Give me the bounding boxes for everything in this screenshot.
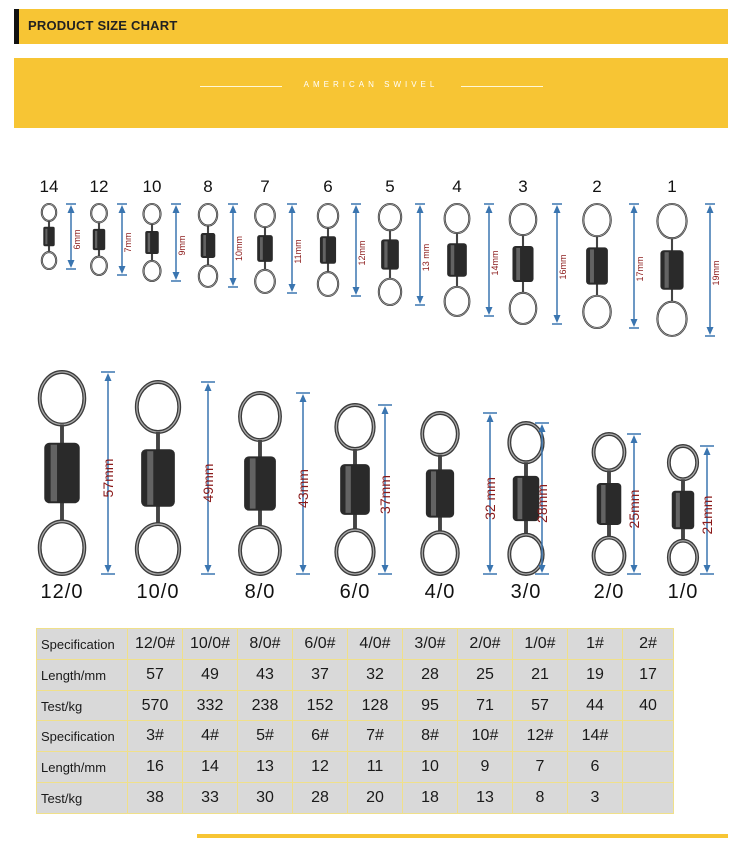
table-cell: 7# <box>348 721 403 752</box>
swivel-large <box>594 434 625 574</box>
table-cell: 9 <box>458 752 513 783</box>
table-cell: 13 <box>458 783 513 814</box>
size-label: 8 <box>203 177 213 196</box>
table-cell: 57 <box>513 691 568 722</box>
table-row <box>37 660 674 691</box>
table-cell: 44 <box>568 691 623 722</box>
table-cell: 25 <box>458 660 513 691</box>
length-label: 57mm <box>100 458 116 498</box>
table-cell: 43 <box>238 660 293 691</box>
table-cell <box>623 721 674 752</box>
table-row <box>37 752 674 783</box>
table-cell: 332 <box>183 691 238 722</box>
length-label: 17mm <box>635 256 645 282</box>
swivel-large <box>336 405 373 574</box>
swivel-small <box>199 204 217 287</box>
table-cell: 14# <box>568 721 623 752</box>
swivel-small <box>42 204 56 269</box>
table-cell: 11 <box>348 752 403 783</box>
spec-table-2 <box>36 720 674 814</box>
table-cell: 21 <box>513 660 568 691</box>
size-label: 7 <box>260 177 270 196</box>
table-cell: 33 <box>183 783 238 814</box>
length-label: 19mm <box>711 260 721 286</box>
swivel-small <box>255 204 275 293</box>
size-label: 6 <box>323 177 333 196</box>
length-label: 9mm <box>177 235 187 256</box>
size-label: 6/0 <box>339 581 371 603</box>
table-cell: 32 <box>348 660 403 691</box>
row-header-cell: Specification <box>37 629 128 660</box>
table-cell: 12# <box>513 721 568 752</box>
length-label: 11mm <box>293 239 303 264</box>
row-header-cell: Test/kg <box>37 783 128 814</box>
size-label: 1 <box>667 177 677 196</box>
size-label: 2/0 <box>593 581 625 603</box>
table-cell: 16 <box>128 752 183 783</box>
table-cell: 30 <box>238 783 293 814</box>
bottom-divider <box>197 834 728 838</box>
length-label: 37mm <box>377 475 393 514</box>
page-title: PRODUCT SIZE CHART <box>28 18 178 33</box>
size-label: 2 <box>592 177 602 196</box>
table-cell: 2# <box>623 629 674 660</box>
row-header-cell: Specification <box>37 721 128 752</box>
table-cell: 40 <box>623 691 674 722</box>
table-cell: 18 <box>403 783 458 814</box>
length-label: 49mm <box>200 463 216 503</box>
length-label: 7mm <box>123 232 133 253</box>
table-cell: 1/0# <box>513 629 568 660</box>
table-cell: 10# <box>458 721 513 752</box>
table-cell: 2/0# <box>458 629 513 660</box>
table-cell: 10/0# <box>183 629 238 660</box>
table-cell: 238 <box>238 691 293 722</box>
swivel-small <box>583 204 610 328</box>
table-row <box>37 691 674 722</box>
table-cell: 28 <box>293 783 348 814</box>
table-cell: 95 <box>403 691 458 722</box>
table-cell: 57 <box>128 660 183 691</box>
size-label: 5 <box>385 177 395 196</box>
table-cell: 6 <box>568 752 623 783</box>
table-cell: 20 <box>348 783 403 814</box>
table-cell: 3 <box>568 783 623 814</box>
size-label: 3/0 <box>510 581 542 603</box>
table-cell: 6/0# <box>293 629 348 660</box>
table-cell: 49 <box>183 660 238 691</box>
table-cell: 4# <box>183 721 238 752</box>
table-cell: 14 <box>183 752 238 783</box>
table-cell: 1# <box>568 629 623 660</box>
swivel-small <box>445 204 470 316</box>
size-label: 4/0 <box>424 581 456 603</box>
banner-text: AMERICAN SWIVEL <box>303 80 439 89</box>
table-cell: 7 <box>513 752 568 783</box>
table-row <box>37 721 674 752</box>
size-label: 12 <box>89 177 109 196</box>
table-cell: 12/0# <box>128 629 183 660</box>
length-label: 21mm <box>699 495 715 535</box>
length-label: 43mm <box>295 469 311 508</box>
spec-table-1 <box>36 628 674 722</box>
table-cell <box>623 752 674 783</box>
size-label: 10 <box>142 177 162 196</box>
length-label: 28mm <box>534 484 550 523</box>
swivel-small <box>379 204 401 305</box>
table-cell: 37 <box>293 660 348 691</box>
table-cell: 8/0# <box>238 629 293 660</box>
swivel-small <box>143 204 160 281</box>
length-label: 10mm <box>234 235 244 262</box>
length-label: 16mm <box>558 254 568 280</box>
table-cell: 8# <box>403 721 458 752</box>
table-cell: 71 <box>458 691 513 722</box>
table-row <box>37 629 674 660</box>
table-cell: 3/0# <box>403 629 458 660</box>
row-header-cell: Test/kg <box>37 691 128 722</box>
size-label: 14 <box>39 177 59 196</box>
table-cell: 5# <box>238 721 293 752</box>
swivel-small <box>318 204 338 296</box>
row-header-cell: Length/mm <box>37 660 128 691</box>
swivel-small <box>91 204 107 275</box>
table-cell: 19 <box>568 660 623 691</box>
length-label: 13 mm <box>421 243 431 272</box>
table-cell: 3# <box>128 721 183 752</box>
swivel-small <box>510 204 537 324</box>
row-header-cell: Length/mm <box>37 752 128 783</box>
size-label: 8/0 <box>244 581 276 603</box>
swivel-large <box>669 446 697 574</box>
swivel-large <box>137 382 179 574</box>
length-label: 12mm <box>357 240 367 266</box>
table-cell: 12 <box>293 752 348 783</box>
table-cell: 6# <box>293 721 348 752</box>
table-cell: 38 <box>128 783 183 814</box>
size-label: 3 <box>518 177 528 196</box>
table-cell: 13 <box>238 752 293 783</box>
size-label: 4 <box>452 177 462 196</box>
swivel-large <box>40 372 85 574</box>
table-cell: 10 <box>403 752 458 783</box>
table-cell: 152 <box>293 691 348 722</box>
table-cell: 8 <box>513 783 568 814</box>
swivel-large <box>422 413 458 574</box>
length-label: 25mm <box>626 489 642 529</box>
length-label: 6mm <box>72 229 82 250</box>
size-label: 1/0 <box>667 581 699 603</box>
table-cell: 28 <box>403 660 458 691</box>
length-label: 14mm <box>490 250 500 276</box>
table-cell: 128 <box>348 691 403 722</box>
size-label: 10/0 <box>136 581 180 603</box>
table-row <box>37 783 674 814</box>
swivel-large <box>240 393 280 574</box>
size-label: 12/0 <box>40 581 84 603</box>
swivel-small <box>657 204 686 336</box>
table-cell: 4/0# <box>348 629 403 660</box>
table-cell: 17 <box>623 660 674 691</box>
table-cell: 570 <box>128 691 183 722</box>
length-label: 32 mm <box>482 477 498 520</box>
table-cell <box>623 783 674 814</box>
